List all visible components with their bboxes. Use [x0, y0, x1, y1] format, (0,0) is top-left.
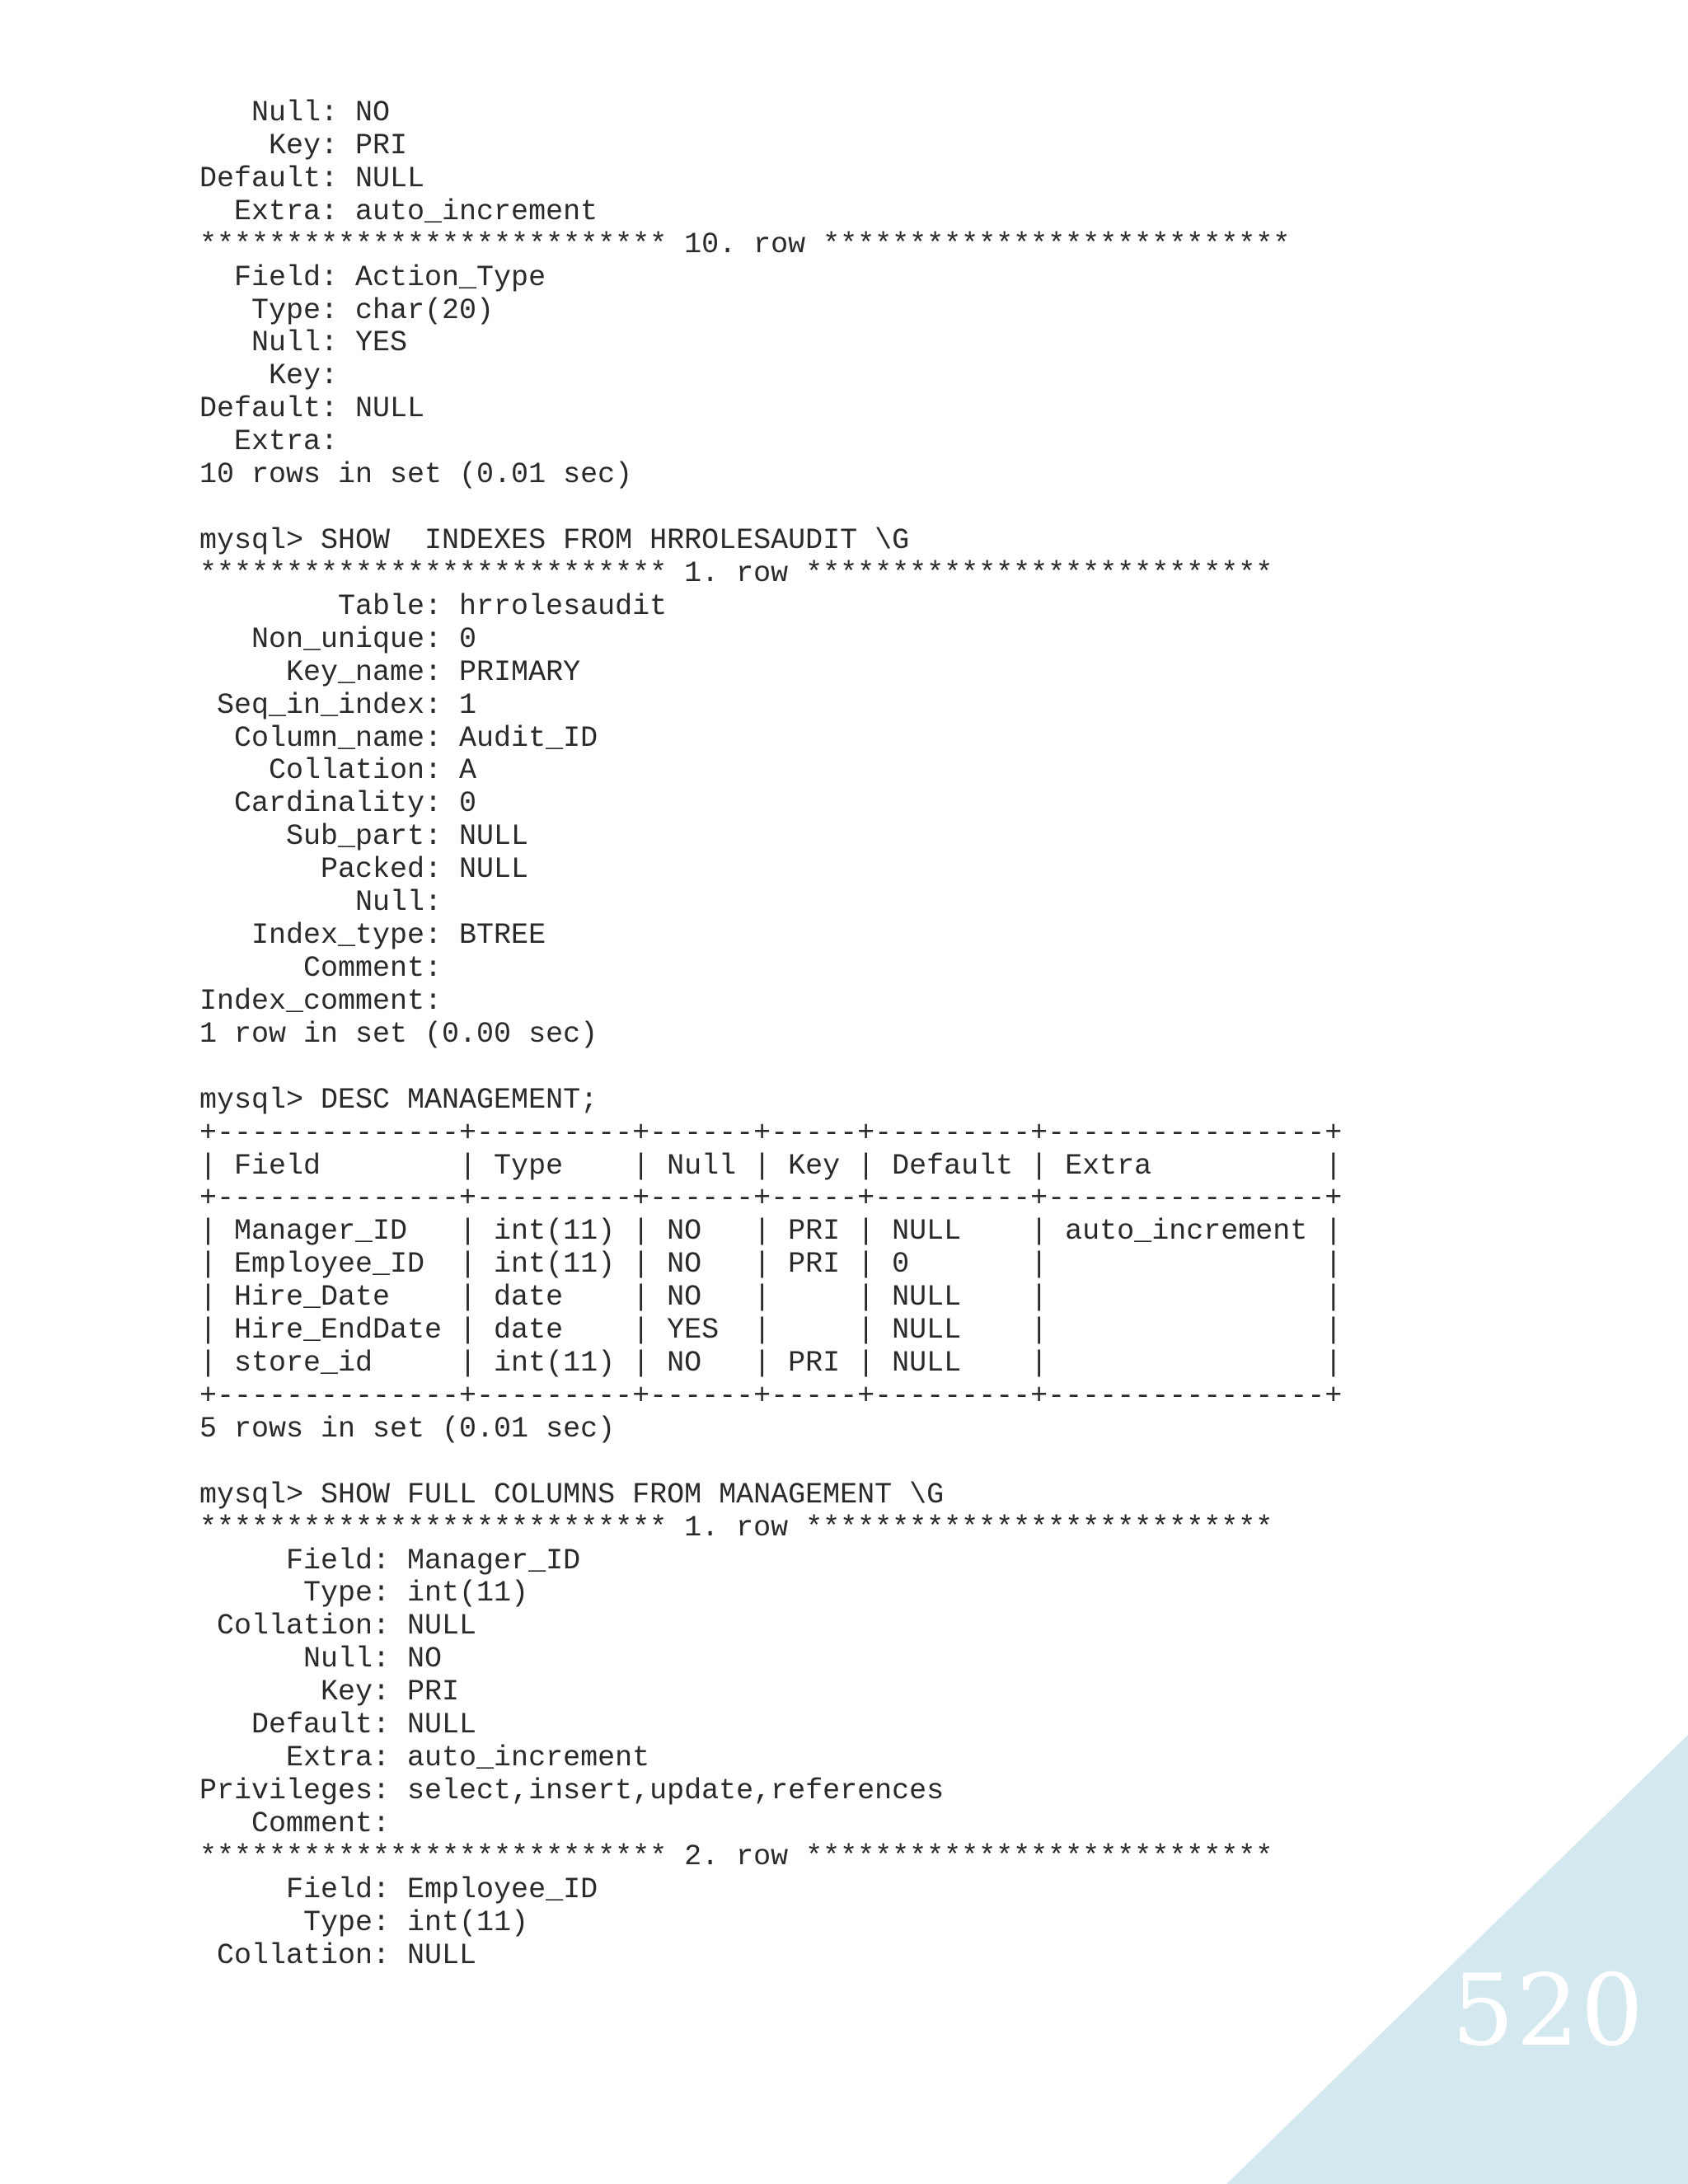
- terminal-line: Field: Manager_ID: [199, 1544, 581, 1577]
- terminal-line: +--------------+---------+------+-----+---------+----------------+: [199, 1182, 1343, 1216]
- terminal-line: Null: NO: [199, 96, 391, 129]
- terminal-line: Default: NULL: [199, 1708, 477, 1742]
- terminal-line: Privileges: select,insert,update,references: [199, 1774, 945, 1808]
- terminal-line: Null: NO: [199, 1643, 443, 1676]
- terminal-line: *************************** 1. row ***************************: [199, 556, 1273, 590]
- terminal-output: [199, 97, 1342, 1973]
- terminal-line: Index_comment:: [199, 984, 460, 1018]
- terminal-line: +--------------+---------+------+-----+---------+----------------+: [199, 1379, 1343, 1413]
- terminal-line: | store_id | int(11) | NO | PRI | NULL | |: [199, 1347, 1343, 1380]
- terminal-line: [199, 1052, 1342, 1085]
- terminal-line: mysql> DESC MANAGEMENT;: [199, 1083, 598, 1117]
- terminal-line: Comment:: [199, 951, 460, 985]
- terminal-line: Extra: auto_increment: [199, 194, 598, 228]
- terminal-line: | Hire_Date | date | NO | | NULL | |: [199, 1281, 1343, 1315]
- terminal-line: 1 row in set (0.00 sec): [199, 1017, 598, 1051]
- terminal-line: Cardinality: 0: [199, 787, 477, 821]
- terminal-line: Comment:: [199, 1807, 408, 1840]
- terminal-line: +--------------+---------+------+-----+---------+----------------+: [199, 1116, 1343, 1150]
- terminal-line: Non_unique: 0: [199, 622, 477, 656]
- terminal-line: Key_name: PRIMARY: [199, 655, 581, 689]
- terminal-line: Collation: NULL: [199, 1610, 477, 1643]
- terminal-line: Packed: NULL: [199, 853, 529, 887]
- terminal-line: Null:: [199, 886, 460, 920]
- terminal-line: Type: int(11): [199, 1577, 529, 1610]
- terminal-line: *************************** 2. row ***************************: [199, 1840, 1273, 1873]
- terminal-line: Sub_part: NULL: [199, 820, 529, 854]
- terminal-line: | Manager_ID | int(11) | NO | PRI | NULL | auto_increment |: [199, 1215, 1343, 1249]
- terminal-line: Type: char(20): [199, 293, 495, 327]
- terminal-line: Extra: auto_increment: [199, 1741, 650, 1775]
- terminal-line: | Field | Type | Null | Key | Default | Extra |: [199, 1149, 1343, 1183]
- terminal-line: 10 rows in set (0.01 sec): [199, 458, 633, 492]
- terminal-line: [199, 1446, 1342, 1479]
- terminal-line: Key: PRI: [199, 1675, 460, 1709]
- terminal-line: mysql> SHOW INDEXES FROM HRROLESAUDIT \G: [199, 523, 910, 557]
- terminal-line: Column_name: Audit_ID: [199, 721, 598, 755]
- terminal-line: Field: Employee_ID: [199, 1872, 598, 1906]
- terminal-line: Key: PRI: [199, 129, 408, 162]
- terminal-line: Collation: NULL: [199, 1938, 477, 1972]
- terminal-line: | Hire_EndDate | date | YES | | NULL | |: [199, 1314, 1343, 1347]
- terminal-line: Index_type: BTREE: [199, 919, 546, 953]
- terminal-line: | Employee_ID | int(11) | NO | PRI | 0 | |: [199, 1248, 1343, 1282]
- terminal-line: *************************** 10. row ***************************: [199, 227, 1291, 261]
- terminal-line: Default: NULL: [199, 162, 425, 195]
- page-number: 520: [1451, 1954, 1645, 2069]
- terminal-line: Type: int(11): [199, 1905, 529, 1939]
- terminal-line: Collation: A: [199, 754, 477, 788]
- terminal-line: Table: hrrolesaudit: [199, 589, 668, 623]
- terminal-line: Key:: [199, 359, 356, 393]
- terminal-line: Extra:: [199, 425, 356, 459]
- terminal-line: Null: YES: [199, 326, 408, 360]
- terminal-line: Default: NULL: [199, 392, 425, 426]
- terminal-line: *************************** 1. row ***************************: [199, 1511, 1273, 1544]
- terminal-line: mysql> SHOW FULL COLUMNS FROM MANAGEMENT \G: [199, 1478, 945, 1511]
- terminal-line: 5 rows in set (0.01 sec): [199, 1412, 616, 1446]
- terminal-line: Field: Action_Type: [199, 260, 546, 294]
- terminal-line: Seq_in_index: 1: [199, 688, 477, 722]
- terminal-line: [199, 492, 1342, 525]
